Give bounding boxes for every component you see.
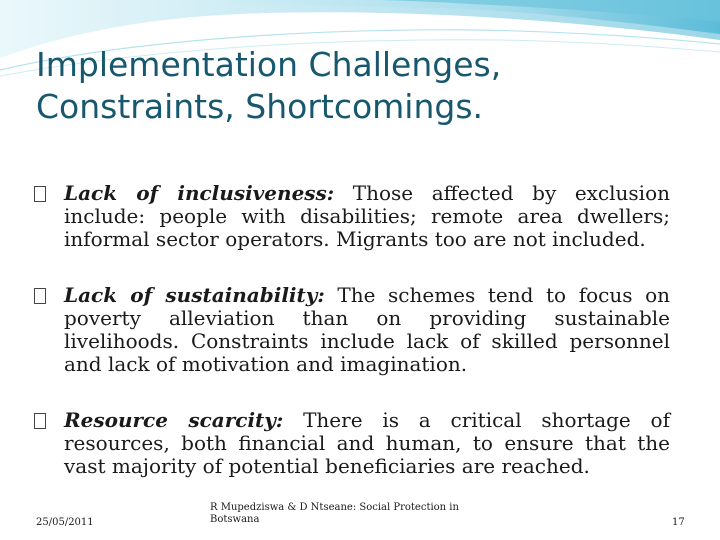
bullet-box-icon <box>34 409 64 432</box>
bullet-box-icon <box>34 182 64 205</box>
bullet-list <box>34 182 670 478</box>
bullet-text <box>64 409 670 478</box>
footer-author <box>210 502 490 526</box>
bullet-term: Lack of inclusiveness: <box>64 181 335 205</box>
footer-author-line-2: Botswana <box>210 514 260 525</box>
bullet-text <box>64 182 670 251</box>
bullet-text <box>64 284 670 376</box>
footer-page-number: 17 <box>672 517 685 528</box>
bullet-term: Lack of sustainability: <box>64 283 325 307</box>
bullet-box-icon <box>34 284 64 307</box>
footer-author-line-1: R Mupedziswa & D Ntseane: Social Protection in <box>210 502 459 513</box>
bullet-item-resource-scarcity <box>34 409 670 478</box>
slide-title <box>36 44 696 128</box>
bullet-body: Those affected by exclusion include: people with disabilities; remote area dwellers; informal sector operators. Migrants too are not included. <box>64 181 670 251</box>
bullet-body: There is a critical shortage of resources, both financial and human, to ensure that the vast majority of potential beneficiaries are reached. <box>64 408 670 478</box>
bullet-term: Resource scarcity: <box>64 408 284 432</box>
slide-title-line-1: Implementation Challenges, <box>36 45 502 84</box>
slide-title-line-2: Constraints, Shortcomings. <box>36 87 484 126</box>
bullet-item-sustainability <box>34 284 670 376</box>
bullet-item-inclusiveness <box>34 182 670 251</box>
bullet-body: The schemes tend to focus on poverty alleviation than on providing sustainable livelihoods. Constraints include lack of skilled personnel and lack of motivation and imagination. <box>64 283 670 376</box>
footer-date: 25/05/2011 <box>36 517 94 528</box>
